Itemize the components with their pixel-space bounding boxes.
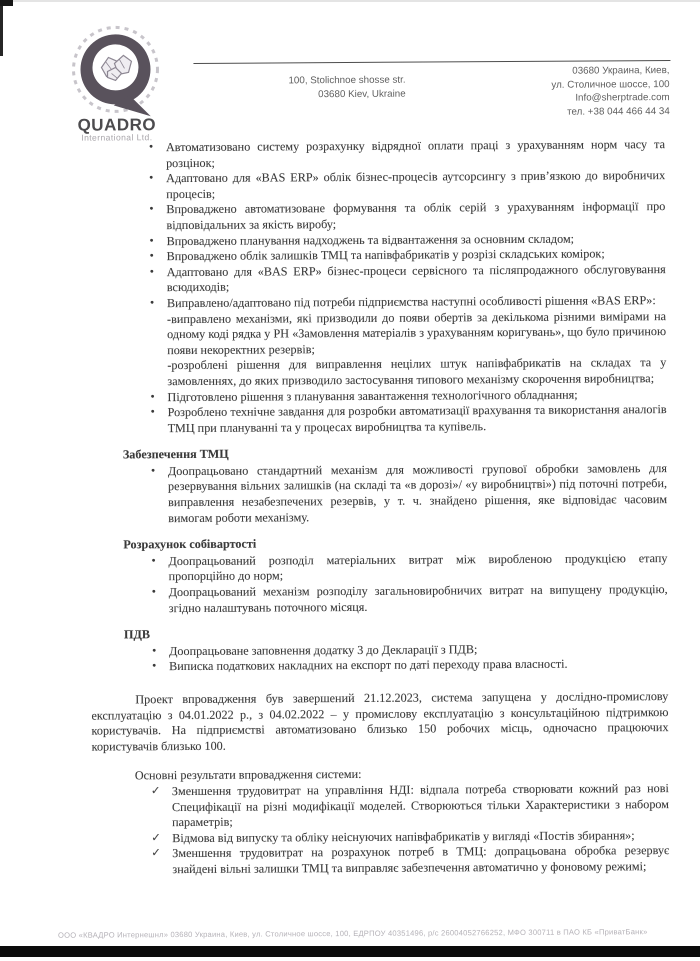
section-bullet-list — [90, 551, 667, 617]
bullet-marker-icon: • — [149, 263, 154, 278]
scan-corner-mark — [0, 0, 13, 6]
bullet-text: Автоматизовано систему розрахунку відрядної оплати праці з урахуванням норм часу та розцінок; — [165, 137, 665, 170]
address-line: 03680 Украина, Киев, — [572, 65, 670, 77]
scan-bottom-bar — [0, 946, 700, 957]
bullet-marker-icon: • — [149, 201, 154, 216]
bullet-item — [88, 199, 665, 234]
address-en-block — [234, 74, 406, 102]
quadro-logo-icon — [57, 25, 176, 118]
result-text: Відмова від випуску та обліку неіснуючих напівфабрикатів у вигляді «Постів збирання»; — [172, 828, 635, 845]
bullet-marker-icon: • — [151, 584, 156, 599]
bullet-text: Впроваджено облік залишків ТМЦ та напівфабрикатів у розрізі складських комірок; — [166, 246, 605, 264]
bullet-marker-icon: • — [151, 553, 156, 568]
bullet-text: Підготовлено рішення з планування завантаження технологічного обладнання; — [167, 387, 578, 404]
brand-name: QUADRO — [77, 115, 157, 135]
address-line: ул. Столичное шоссе, 100 — [551, 78, 670, 91]
bullet-text: Адаптовано для «BAS ERP» бізнес-процеси сервісного та післяпродажного обслуговування всюдиходів; — [166, 261, 666, 295]
bullet-item — [91, 656, 668, 675]
bullet-marker-icon: • — [150, 463, 156, 478]
address-line: 03680 Kiev, Ukraine — [318, 88, 406, 100]
bullet-marker-icon: • — [150, 388, 155, 403]
phone-line: тел. +38 044 466 44 34 — [567, 105, 670, 118]
bullet-text: Виправлено/адаптовано під потреби підприємства наступні особливості рішення «BAS ERP»: — [166, 293, 656, 311]
brand-subtitle: International Ltd. — [81, 132, 153, 143]
bullet-item — [90, 551, 667, 586]
bullet-text: Доопрацьований механізм розподілу загальновиробничих витрат на випущену продукцію, згідно налаштувань поточного місяця. — [168, 582, 668, 615]
results-heading: Основні результати впровадження системи: — [134, 767, 362, 783]
scan-left-edge-mark — [0, 0, 3, 56]
address-line: 100, Stolichnoe shosse str. — [288, 74, 406, 87]
address-ua-block — [469, 64, 669, 119]
section-bullet-list — [90, 461, 667, 527]
bullet-text: Впроваджено автоматизоване формування та облік серій з урахуванням інформації про відповідальних за якість виробу; — [166, 199, 666, 233]
document-body — [88, 137, 669, 878]
footer-requisites: ООО «КВАДРО Интернешнл» 03680 Украина, Киев, ул. Столичное шоссе, 100, ЕДРПОУ 40351496, р/с 26004052766252, МФО 300711 в ПАО КБ «ПриватБанк» — [58, 927, 648, 940]
bullet-item — [90, 461, 667, 527]
summary-paragraph: Проект впровадження був завершений 21.12.2023, система запущена у дослідно-промислову експлуатацію з 04.01.2022 р., з 04.02.2022 – у промислову експлуатацію з консультаційною підтримкою користувачів. На підприємстві автоматизовано близько 150 робочих місць, одночасно працюючих користувачів близько 100. — [91, 689, 669, 754]
bullet-text: Доопрацьовано стандартний механізм для можливості групової обробки замовлень для резервування вільних залишків (на складі та «в дорозі»/ «у виробництві») під поточні потреби, виправлення незабезпечених резервів, у т. ч. знайдено рішення, яке відповідає часовим вимогам роботи механізму. — [167, 460, 668, 525]
result-text: Зменшення трудовитрат на розрахунок потреб в ТМЦ: допрацьована обробка резервує знайдені вільні залишки ТМЦ та виправляє забезпечення автоматично у фоновому режимі; — [172, 843, 670, 877]
bullet-marker-icon: • — [149, 170, 154, 185]
bullet-item — [91, 582, 668, 617]
header-divider — [193, 60, 670, 64]
bullet-marker-icon: • — [149, 248, 154, 263]
result-text: Зменшення трудовитрат на управління НДІ: відпала потреба створювати кожний раз нові Специфікації на різні модифікації моделей. Створюються тільки Характеристики з набором параметрів; — [171, 781, 670, 830]
email-line: Info@sherptrade.com — [575, 92, 670, 104]
bullet-text: Розроблено технічне завдання для розробки автоматизації врахування та використання аналогів ТМЦ при плануванні та у процесах виробництва та купівель. — [167, 402, 667, 435]
section-bullet-list — [91, 641, 668, 676]
bullet-sub-paragraph: -виправлено механізми, які призводили до появи обертів за декількома різними вимірами на одному коді рядка у РН «Замовлення матеріалів з урахуванням коригувань», що було причиною появи некоректних резервів; — [166, 308, 667, 357]
scan-top-edge — [0, 0, 700, 2]
bullet-text: Впроваджено планування надходжень та відвантаження за основним складом; — [166, 231, 575, 248]
bullet-text: Виписка податкових накладних на експорт по даті переходу права власності. — [169, 657, 568, 674]
bullet-text: Доопрацьований розподіл матеріальних витрат між виробленою продукцією етапу пропорційно до норм; — [168, 550, 668, 584]
checkmark-icon: ✓ — [150, 785, 161, 798]
bullet-marker-icon: • — [151, 642, 157, 658]
bullet-item — [90, 402, 667, 437]
bullet-item — [89, 293, 667, 390]
bullet-marker-icon: • — [149, 295, 155, 310]
intro-bullet-list — [88, 137, 667, 437]
bullet-text: Адаптовано для «BAS ERP» облік бізнес-процесів аутсорсингу з прив’язкою до виробничих процесів; — [166, 168, 666, 201]
bullet-marker-icon: • — [152, 658, 157, 673]
bullet-item — [89, 262, 666, 297]
bullet-sub-paragraph: -розроблені рішення для виправлення нецілих штук напівфабрикатів на складах та у замовленнях, до яких призводило застосування типового механізму скорочення виробництва; — [167, 355, 667, 389]
bullet-marker-icon: • — [148, 139, 154, 154]
bullet-sub-block — [167, 309, 666, 390]
bullet-item — [88, 137, 665, 172]
bullet-item — [88, 168, 665, 203]
bullet-marker-icon: • — [150, 404, 155, 419]
section-heading: Забезпечення ТМЦ — [122, 447, 229, 462]
checkmark-icon: ✓ — [151, 831, 161, 844]
section-heading: Розрахунок собівартості — [123, 536, 257, 552]
bullet-text: Доопрацьоване заповнення додатку 3 до Декларації з ПДВ; — [169, 642, 478, 658]
results-list — [92, 781, 670, 878]
bullet-marker-icon: • — [149, 232, 154, 247]
company-logo — [51, 25, 182, 143]
result-item — [92, 781, 669, 831]
result-item — [92, 843, 669, 878]
section-heading: ПДВ — [123, 627, 150, 642]
checkmark-icon: ✓ — [151, 847, 161, 860]
